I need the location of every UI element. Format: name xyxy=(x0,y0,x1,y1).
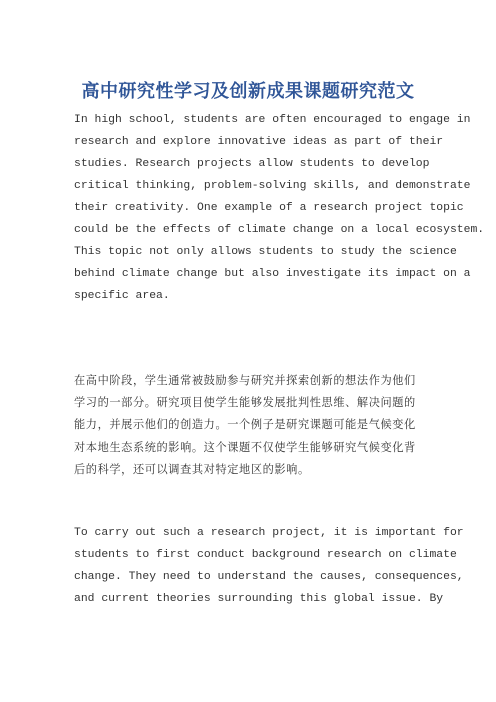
text-line: 能力，并展示他们的创造力。一个例子是研究课题可能是气候变化 xyxy=(74,418,416,432)
paragraph-english-intro xyxy=(74,109,484,307)
text-line: could be the effects of climate change on a local ecosystem. xyxy=(74,224,485,236)
text-line: critical thinking, problem-solving skills, and demonstrate xyxy=(74,180,471,192)
text-line: 后的科学，还可以调查其对特定地区的影响。 xyxy=(74,462,310,476)
text-line: change. They need to understand the causes, consequences, xyxy=(74,571,464,583)
paragraph-english-method xyxy=(74,522,464,610)
text-line: 在高中阶段，学生通常被鼓励参与研究并探索创新的想法作为他们 xyxy=(74,374,416,387)
text-line: students to first conduct background research on climate xyxy=(74,549,457,561)
text-line: In high school, students are often encouraged to engage in xyxy=(74,114,471,126)
paragraph-chinese-intro xyxy=(74,370,416,481)
text-line: studies. Research projects allow students to develop xyxy=(74,158,430,170)
text-line: 对本地生态系统的影响。这个课题不仅使学生能够研究气候变化背 xyxy=(74,440,416,454)
text-line: and current theories surrounding this global issue. By xyxy=(74,593,444,605)
document-title: 高中研究性学习及创新成果课题研究范文 xyxy=(81,81,415,102)
text-line: specific area. xyxy=(74,290,170,302)
text-line: This topic not only allows students to study the science xyxy=(74,246,457,258)
text-line: their creativity. One example of a research project topic xyxy=(74,202,464,214)
text-line: 学习的一部分。研究项目使学生能够发展批判性思维、解决问题的 xyxy=(74,396,416,410)
text-line: behind climate change but also investigate its impact on a xyxy=(74,268,471,280)
text-line: To carry out such a research project, it is important for xyxy=(74,527,464,539)
text-line: research and explore innovative ideas as part of their xyxy=(74,136,444,148)
